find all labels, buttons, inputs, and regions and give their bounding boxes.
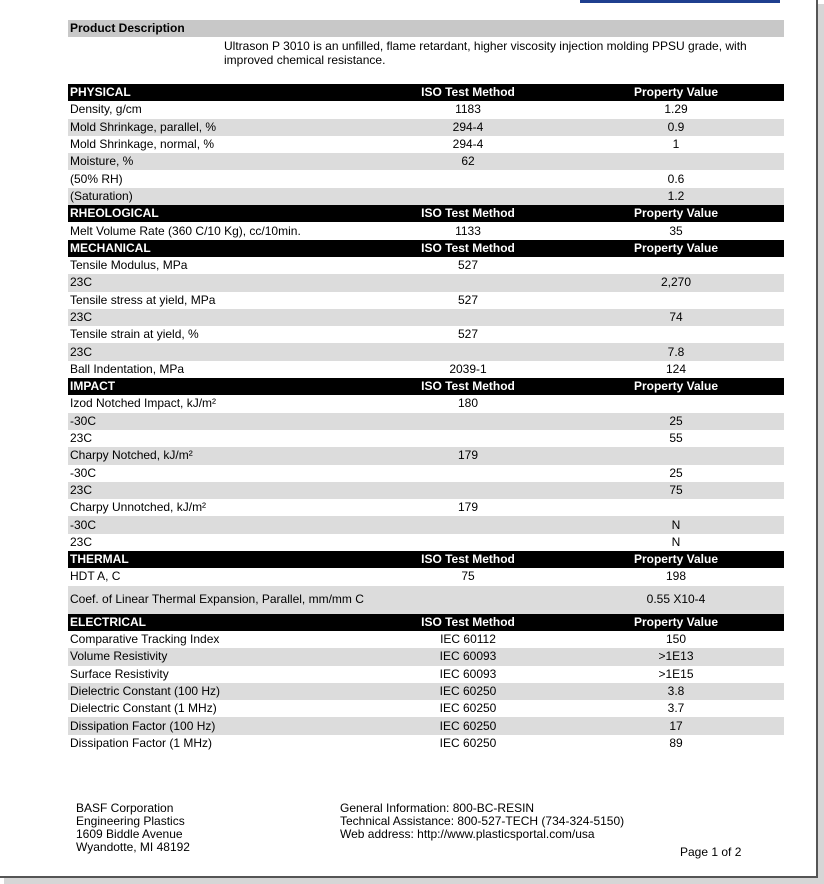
table-row [68,648,784,665]
property-value: 74 [568,309,784,326]
table-row [68,326,784,343]
contact-line: General Information: 800-BC-RESIN [340,801,535,815]
table-row [68,222,784,239]
table-row [68,447,784,464]
property-name: Moisture, % [68,153,368,170]
property-name: Dissipation Factor (1 MHz) [70,735,213,750]
company-line: Engineering Plastics [76,814,185,828]
test-method: 294-4 [452,137,484,152]
property-name: (Saturation) [68,188,368,205]
product-description-header: Product Description [68,20,784,37]
table-row [68,309,784,326]
property-name: Comparative Tracking Index [70,632,220,647]
test-method: 527 [457,258,479,273]
property-value: 17 [568,717,784,734]
property-name: -30C [68,413,368,430]
property-name: Ball Indentation, MPa [70,361,185,376]
property-value [568,153,784,170]
test-method: 2039-1 [449,361,487,376]
value-column-header: Property Value [568,378,784,395]
property-value [568,395,784,412]
property-value [568,257,784,274]
section-header-rheological [68,205,784,222]
test-method [368,430,568,447]
property-name: Tensile Modulus, MPa [70,258,188,273]
test-method [368,188,568,205]
property-name: Dissipation Factor (100 Hz) [68,717,368,734]
property-value: 55 [669,431,683,446]
property-value: 1.2 [568,188,784,205]
test-method [368,586,568,614]
section-header-mechanical [68,240,784,257]
property-name: HDT A, C [70,569,121,584]
table-row [68,188,784,205]
page-shadow-right [818,4,824,884]
property-value [568,292,784,309]
table-row [68,343,784,360]
property-name: 23C [68,482,368,499]
property-name: Tensile strain at yield, % [70,327,199,342]
property-value: 2,270 [568,274,784,291]
table-row [68,257,784,274]
section-title: PHYSICAL [68,84,368,101]
property-value: 25 [669,465,683,480]
table-row [68,631,784,648]
property-value [568,326,784,343]
test-method: IEC 60250 [368,683,568,700]
contact-info [340,802,624,841]
property-value: N [568,516,784,533]
company-line: BASF Corporation [76,801,174,815]
test-method [368,413,568,430]
method-column-header: ISO Test Method [368,378,568,395]
property-name: 23C [68,343,368,360]
property-name: -30C [68,516,368,533]
table-row [68,274,784,291]
test-method: 294-4 [368,119,568,136]
test-method: IEC 60093 [439,666,497,681]
test-method: 1133 [455,223,481,238]
contact-line: Technical Assistance: 800-527-TECH (734-324-5150) [340,814,625,828]
test-method: 527 [457,292,479,307]
property-value: N [671,534,681,549]
property-name: Charpy Notched, kJ/m² [68,447,368,464]
table-row [68,101,784,118]
property-name: 23C [68,274,368,291]
property-name: Volume Resistivity [68,648,368,665]
table-row [68,700,784,717]
property-name: Melt Volume Rate (360 C/10 Kg), cc/10min. [70,223,301,238]
property-name: (50% RH) [70,171,123,186]
table-row [68,735,784,752]
property-value: 7.8 [568,343,784,360]
property-value [568,499,784,516]
test-method: 62 [368,153,568,170]
property-value [568,447,784,464]
property-value: 150 [665,632,687,647]
section-header-physical [68,84,784,101]
property-name: Dielectric Constant (100 Hz) [68,683,368,700]
property-value: 0.6 [667,171,685,186]
test-method: 75 [461,569,475,584]
table-row [68,153,784,170]
table-row [68,361,784,378]
table-row [68,413,784,430]
value-column-header: Property Value [568,551,784,568]
page-number: Page 1 of 2 [680,845,742,859]
section-header-electrical [68,614,784,631]
company-line: Wyandotte, MI 48192 [76,840,190,854]
property-name: 23C [70,431,93,446]
value-column-header: Property Value [568,84,784,101]
value-column-header: Property Value [568,240,784,257]
value-column-header: Property Value [568,614,784,631]
test-method: 527 [457,327,479,342]
property-value: 35 [669,223,683,238]
test-method: 179 [368,447,568,464]
table-row [68,395,784,412]
property-name: Charpy Unnotched, kJ/m² [70,500,207,515]
section-title: THERMAL [68,551,368,568]
property-name: Tensile stress at yield, MPa [70,292,216,307]
test-method: IEC 60250 [439,735,497,750]
property-name: -30C [70,465,97,480]
table-row [68,482,784,499]
test-method: 179 [457,500,479,515]
table-row [68,586,784,614]
property-value: 0.55 X10-4 [568,586,784,614]
test-method: IEC 60250 [439,701,497,716]
property-name: Density, g/cm [70,102,142,117]
section-title: RHEOLOGICAL [68,205,368,222]
properties-table [68,84,784,752]
table-row [68,119,784,136]
top-accent-bar [580,0,780,3]
property-value: >1E15 [658,666,694,681]
property-value: 3.7 [667,701,685,716]
property-value: 89 [669,735,683,750]
company-line: 1609 Biddle Avenue [76,827,183,841]
test-method: IEC 60250 [368,717,568,734]
product-description-text: Ultrason P 3010 is an unfilled, flame retardant, higher viscosity injection molding PPSU grade, with improved chemical resistance. [224,39,747,67]
property-name: Mold Shrinkage, normal, % [70,137,215,152]
test-method [368,534,568,551]
test-method [368,482,568,499]
property-value: 198 [665,569,687,584]
section-header-thermal [68,551,784,568]
section-header-impact [68,378,784,395]
method-column-header: ISO Test Method [368,614,568,631]
table-row [68,568,784,585]
property-name: 23C [70,534,93,549]
contact-line: Web address: http://www.plasticsportal.com/usa [340,827,595,841]
property-name: Mold Shrinkage, parallel, % [68,119,368,136]
test-method [368,516,568,533]
property-value: 75 [568,482,784,499]
property-name: 23C [68,309,368,326]
property-value: 25 [568,413,784,430]
value-column-header: Property Value [568,205,784,222]
test-method: 1183 [455,102,481,117]
table-row [68,170,784,187]
property-name: Dielectric Constant (1 MHz) [70,701,217,716]
table-row [68,683,784,700]
test-method [368,343,568,360]
method-column-header: ISO Test Method [368,551,568,568]
property-name: Izod Notched Impact, kJ/m² [70,396,217,411]
section-title: ELECTRICAL [68,614,368,631]
property-name: Coef. of Linear Thermal Expansion, Parallel, mm/mm C [68,586,368,614]
property-value: 1.29 [664,102,688,117]
test-method: IEC 60112 [440,632,496,647]
property-value: >1E13 [568,648,784,665]
table-row [68,717,784,734]
table-row [68,534,784,551]
property-value: 124 [665,361,687,376]
test-method [368,309,568,326]
section-title: MECHANICAL [68,240,368,257]
method-column-header: ISO Test Method [368,205,568,222]
table-row [68,136,784,153]
method-column-header: ISO Test Method [368,84,568,101]
company-address [76,802,190,854]
test-method: IEC 60093 [368,648,568,665]
table-row [68,499,784,516]
property-value: 3.8 [568,683,784,700]
property-name: Surface Resistivity [70,666,169,681]
table-row [68,666,784,683]
table-row [68,292,784,309]
test-method [368,465,568,482]
property-value: 1 [672,137,680,152]
property-value: 0.9 [568,119,784,136]
table-row [68,430,784,447]
test-method [368,274,568,291]
method-column-header: ISO Test Method [368,240,568,257]
section-title: IMPACT [68,378,368,395]
table-row [68,516,784,533]
test-method [368,170,568,187]
test-method: 180 [457,396,479,411]
table-row [68,465,784,482]
page-shadow-bottom [4,878,824,884]
